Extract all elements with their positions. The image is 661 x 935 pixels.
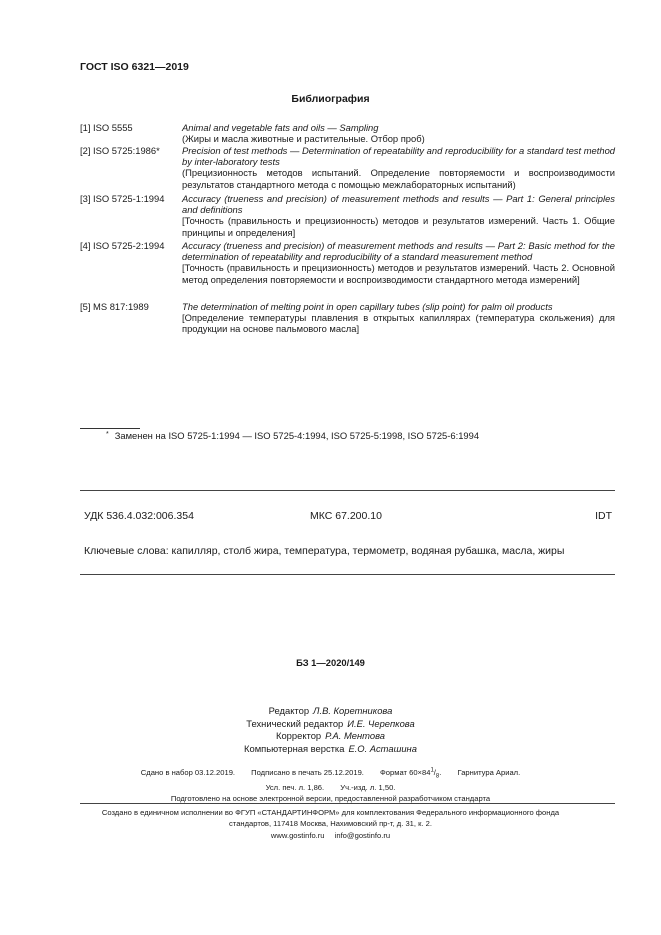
section-rule [80,803,615,804]
print-sheets: Усл. печ. л. 1,86. [265,783,325,793]
publisher-sheets: Уч.-изд. л. 1,50. [340,783,396,793]
section-rule [80,490,615,491]
entry-ref: [2] ISO 5725:1986* [80,145,160,156]
footnote [80,430,479,443]
website-link[interactable]: www.gostinfo.ru [270,830,325,840]
entry-ref: [4] ISO 5725-2:1994 [80,240,165,251]
staff-line [0,705,661,718]
bibliography-entry [80,240,615,285]
entry-title-en: The determination of melting point in open capillary tubes (slip point) for palm oil products [182,301,553,312]
staff-role: Редактор [268,705,310,716]
entry-title-en: Accuracy (trueness and precision) of measurement methods and results — Part 2: Basic method for the determination of repeatability and reproducibility of a standard measurement method [182,240,615,263]
created-address: стандартов, 117418 Москва, Нахимовский пр-т, д. 31, к. 2. [229,819,432,829]
created-line: Создано в единичном исполнении во ФГУП «СТАНДАРТИНФОРМ» для комплектования Федерального информационного фонда [101,808,560,817]
staff-line [0,743,661,756]
staff-role: Технический редактор [246,717,344,729]
mks-code: МКС 67.200.10 [310,510,382,522]
keywords: Ключевые слова: капилляр, столб жира, температура, термометр, водяная рубашка, масла, жиры [84,545,565,557]
document-header: ГОСТ ISO 6321—2019 [80,61,189,73]
bibliography-entry [80,301,615,335]
footnote-mark: * [106,431,109,438]
footnote-rule [80,428,140,429]
font-info: Гарнитура Ариал. [457,767,521,777]
entry-title-ru: [Точность (правильность и прецизионность) методов и результатов измерений. Часть 1. Общие принципы и определения] [182,215,615,238]
bz-number: БЗ 1—2020/149 [296,657,365,668]
entry-ref: [5] MS 817:1989 [80,301,149,312]
submitted-date: Сдано в набор 03.12.2019. [140,767,236,777]
bibliography-entry [80,145,615,190]
section-rule [80,574,615,575]
entry-title-ru: (Жиры и масла животные и растительные. Отбор проб) [182,133,425,145]
staff-credits [0,705,661,755]
bibliography-title: Библиография [291,93,370,105]
paper-format: Формат $60\times 84^1/_8$. [380,767,442,780]
entry-title-en: Animal and vegetable fats and oils — Sampling [182,122,379,133]
bibliography-entry [80,122,615,144]
staff-name: Е.О. Асташина [348,742,417,754]
email-link[interactable]: info@gostinfo.ru [334,830,391,840]
footnote-text: Заменен на ISO 5725-1:1994 — ISO 5725-4:1994, ISO 5725-5:1998, ISO 5725-6:1994 [114,430,480,441]
entry-title-ru: [Определение температуры плавления в открытых капиллярах (температура скольжения) для продукции на основе пальмового масла] [182,312,615,335]
staff-line [0,718,661,731]
entry-title-ru: (Прецизионность методов испытаний. Определение повторяемости и воспроизводимости результатов стандартного метода с помощью межлабораторных испытаний) [182,167,615,190]
bibliography-entry [80,193,615,238]
electronic-note: Подготовлено на основе электронной версии, предоставленной разработчиком стандарта [170,794,491,804]
entry-ref: [1] ISO 5555 [80,122,133,133]
staff-name: И.Е. Черепкова [347,717,415,729]
entry-title-en: Precision of test methods — Determination of repeatability and reproducibility for a standard test method by inter-laboratory tests [182,145,615,168]
entry-title-en: Accuracy (trueness and precision) of measurement methods and results — Part 1: General principles and definitions [182,193,615,216]
entry-title-ru: [Точность (правильность и прецизионность) методов и результатов измерений. Часть 2. Основной метод определения повторяемости и воспроизводимости стандартного метода измерений] [182,262,615,285]
entry-ref: [3] ISO 5725-1:1994 [80,193,165,204]
staff-line [0,730,661,743]
signed-date: Подписано в печать 25.12.2019. [251,767,364,777]
idt-label: IDT [595,510,612,522]
created-info [0,807,661,841]
staff-name: Р.А. Ментова [325,730,385,742]
staff-role: Компьютерная верстка [244,742,345,754]
udk-code: УДК 536.4.032:006.354 [84,510,194,522]
staff-name: Л.В. Коретникова [313,705,393,716]
staff-role: Корректор [276,730,322,742]
publication-info [0,765,661,804]
